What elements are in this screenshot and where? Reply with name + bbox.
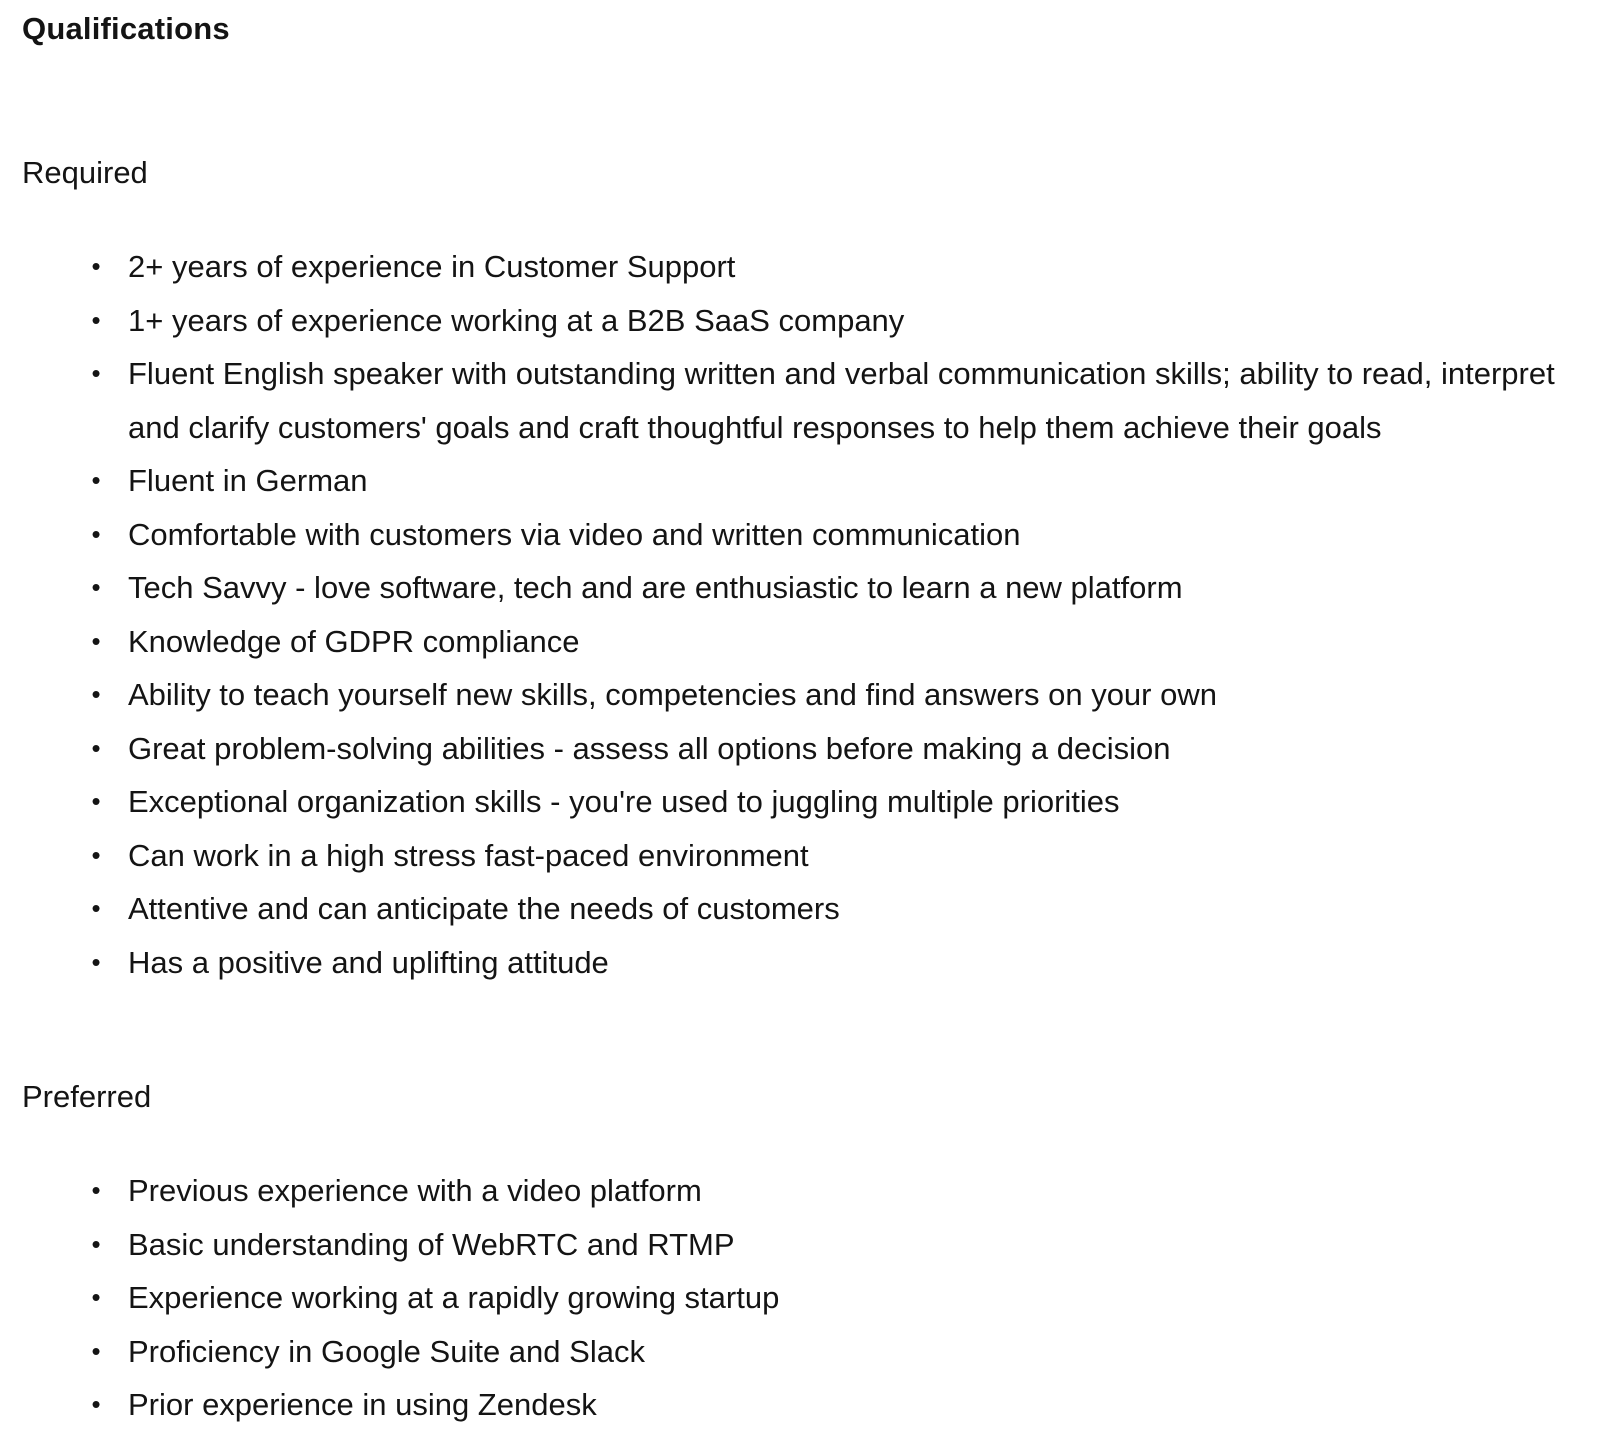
bullet-icon: • [91, 1335, 101, 1366]
list-item-text: Knowledge of GDPR compliance [128, 623, 580, 659]
section-heading: Qualifications [22, 11, 230, 46]
list-item [0, 722, 1624, 776]
bullet-icon: • [91, 1175, 101, 1205]
list-item-text: Tech Savvy - love software, tech and are enthusiastic to learn a new platform [128, 570, 1183, 605]
list-item-text: Previous experience with a video platform [128, 1173, 702, 1208]
list-item [0, 454, 1624, 508]
bullet-icon: • [91, 786, 101, 816]
required-label: Required [22, 155, 148, 190]
bullet-icon: • [91, 518, 101, 549]
list-item [0, 615, 1624, 669]
list-item [0, 347, 1624, 454]
bullet-icon: • [91, 839, 101, 870]
list-item-text: Prior experience in using Zendesk [128, 1387, 597, 1422]
bullet-icon: • [91, 358, 101, 388]
bullet-icon: • [91, 625, 101, 656]
list-item [0, 1164, 1624, 1218]
list-item [0, 668, 1624, 722]
list-item-text: Ability to teach yourself new skills, competencies and find answers on your own [128, 677, 1217, 712]
list-item-text: 1+ years of experience working at a B2B SaaS company [128, 302, 905, 338]
list-item-text: Can work in a high stress fast-paced environment [128, 837, 809, 873]
list-item [0, 829, 1624, 883]
list-item-text: Great problem-solving abilities - assess all options before making a decision [128, 730, 1171, 766]
bullet-icon: • [91, 946, 101, 977]
bullet-icon: • [91, 893, 101, 923]
list-item-text: Proficiency in Google Suite and Slack [128, 1333, 645, 1369]
bullet-icon: • [91, 572, 101, 602]
preferred-label: Preferred [22, 1079, 152, 1114]
bullet-icon: • [91, 732, 101, 763]
list-item-text: Has a positive and uplifting attitude [128, 944, 609, 980]
list-item [0, 1271, 1624, 1325]
list-item [0, 240, 1624, 294]
bullet-icon: • [91, 1228, 101, 1259]
bullet-icon: • [91, 1389, 101, 1419]
list-item [0, 882, 1624, 936]
bullet-icon: • [91, 251, 101, 281]
list-item-text: Attentive and can anticipate the needs of customers [128, 891, 840, 926]
bullet-icon: • [91, 465, 101, 495]
list-item-text: 2+ years of experience in Customer Support [128, 249, 736, 284]
bullet-icon: • [91, 679, 101, 709]
list-item [0, 1218, 1624, 1272]
list-item [0, 1325, 1624, 1379]
bullet-icon: • [91, 1282, 101, 1312]
preferred-list [0, 1164, 1624, 1432]
list-item-text: Exceptional organization skills - you're used to juggling multiple priorities [128, 784, 1120, 819]
list-item-text: Fluent English speaker with outstanding written and verbal communication skills; ability to read, interpret and clarify customers' goals and craft thoughtful responses to help them achieve their goals [128, 356, 1555, 445]
list-item-text: Fluent in German [128, 463, 368, 498]
list-item-text: Basic understanding of WebRTC and RTMP [128, 1226, 735, 1262]
list-item [0, 775, 1624, 829]
list-item [0, 936, 1624, 990]
bullet-icon: • [91, 304, 101, 335]
required-list [0, 240, 1624, 989]
list-item [0, 1378, 1624, 1432]
list-item-text: Comfortable with customers via video and written communication [128, 516, 1021, 552]
list-item [0, 294, 1624, 348]
list-item [0, 561, 1624, 615]
list-item [0, 508, 1624, 562]
list-item-text: Experience working at a rapidly growing startup [128, 1280, 780, 1315]
